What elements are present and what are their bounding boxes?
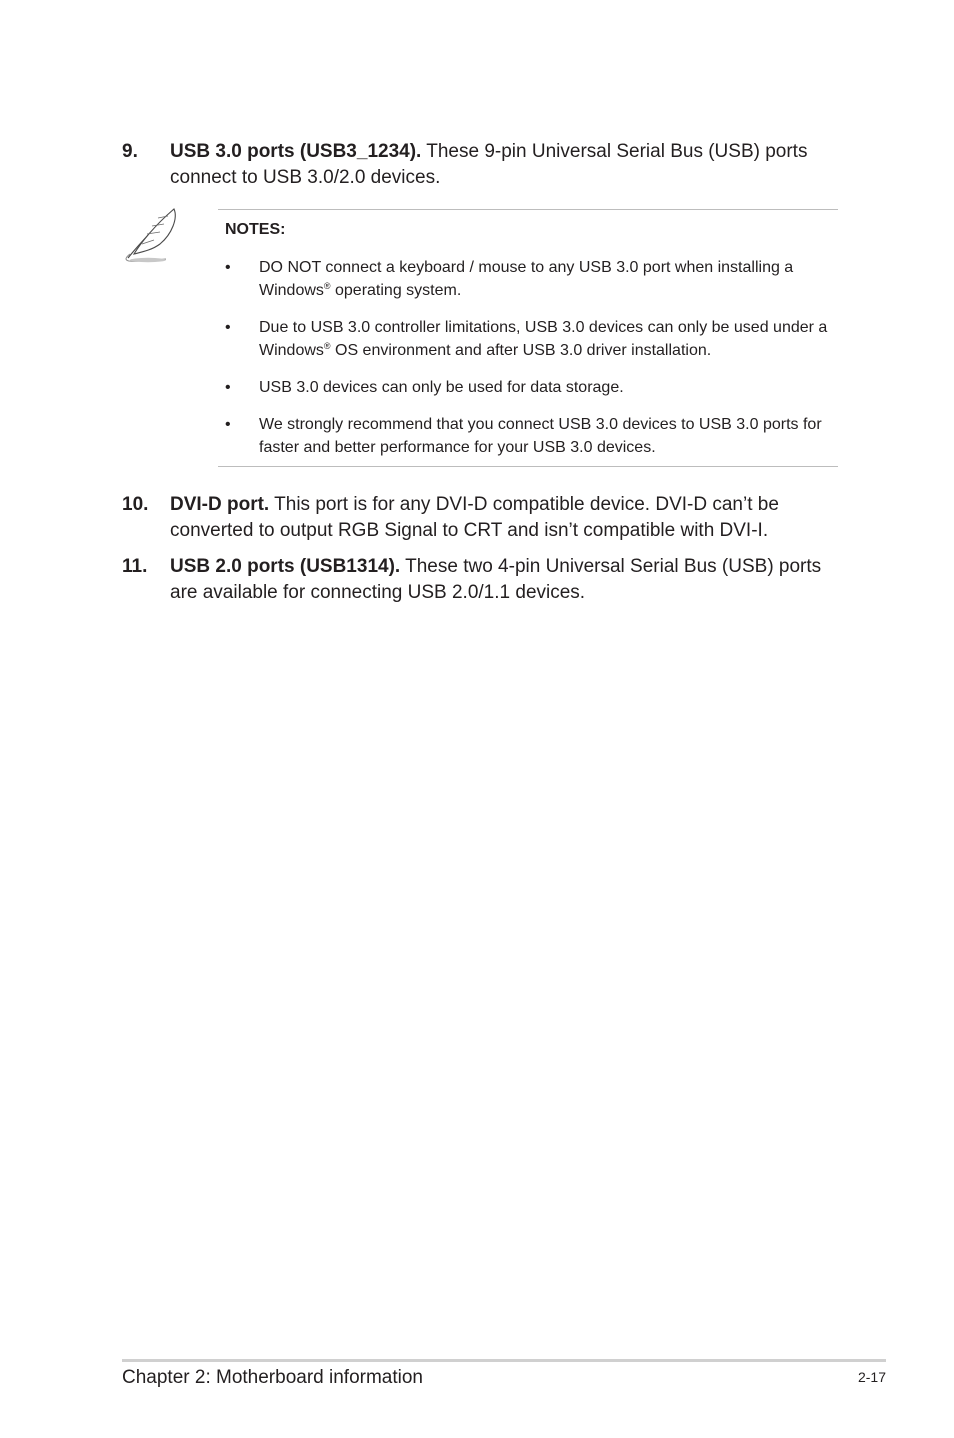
registered-mark: ®	[323, 281, 331, 291]
footer-divider	[122, 1359, 886, 1362]
item-body	[170, 554, 842, 606]
note-bullet: • We strongly recommend that you connect USB 3.0 devices to USB 3.0 ports for faster and better performance for your USB 3.0 devices.	[218, 413, 838, 459]
item-number: 10.	[122, 494, 149, 515]
notes-list	[218, 256, 838, 473]
bullet-dot: •	[225, 319, 231, 336]
item-lead: USB 2.0 ports (USB1314).	[170, 556, 401, 577]
item-number: 11.	[122, 556, 148, 577]
bullet-dot: •	[225, 259, 231, 276]
notes-title: NOTES:	[225, 221, 286, 238]
item-number: 9.	[122, 141, 138, 162]
note-bullet: • USB 3.0 devices can only be used for data storage.	[218, 376, 838, 399]
footer-chapter: Chapter 2: Motherboard information	[122, 1367, 423, 1388]
bullet-dot: •	[225, 379, 231, 396]
registered-mark: ®	[323, 341, 331, 351]
bullet-dot: •	[225, 416, 231, 433]
item-lead: USB 3.0 ports (USB3_1234).	[170, 141, 422, 162]
list-item-9	[122, 139, 842, 191]
notes-box	[218, 209, 838, 467]
item-text: These two 4-pin Universal Serial Bus (USB) ports are available for connecting USB 2.0/1.1 devices.	[170, 556, 822, 603]
list-item-11	[122, 554, 842, 606]
item-body	[170, 492, 842, 544]
item-lead: DVI-D port.	[170, 494, 270, 515]
item-text: This port is for any DVI-D compatible device. DVI-D can’t be converted to output RGB Signal to CRT and isn’t compatible with DVI-I.	[170, 494, 779, 541]
page-number: 2-17	[857, 1369, 886, 1385]
item-body	[170, 139, 842, 191]
note-bullet: • Due to USB 3.0 controller limitations, USB 3.0 devices can only be used under a Windows® OS environment and after USB 3.0 driver installation.	[218, 316, 838, 362]
item-text: These 9-pin Universal Serial Bus (USB) ports connect to USB 3.0/2.0 devices.	[170, 141, 808, 188]
quill-pen-icon	[120, 204, 182, 264]
list-item-10	[122, 492, 842, 544]
note-bullet: • DO NOT connect a keyboard / mouse to any USB 3.0 port when installing a Windows® operating system.	[218, 256, 838, 302]
